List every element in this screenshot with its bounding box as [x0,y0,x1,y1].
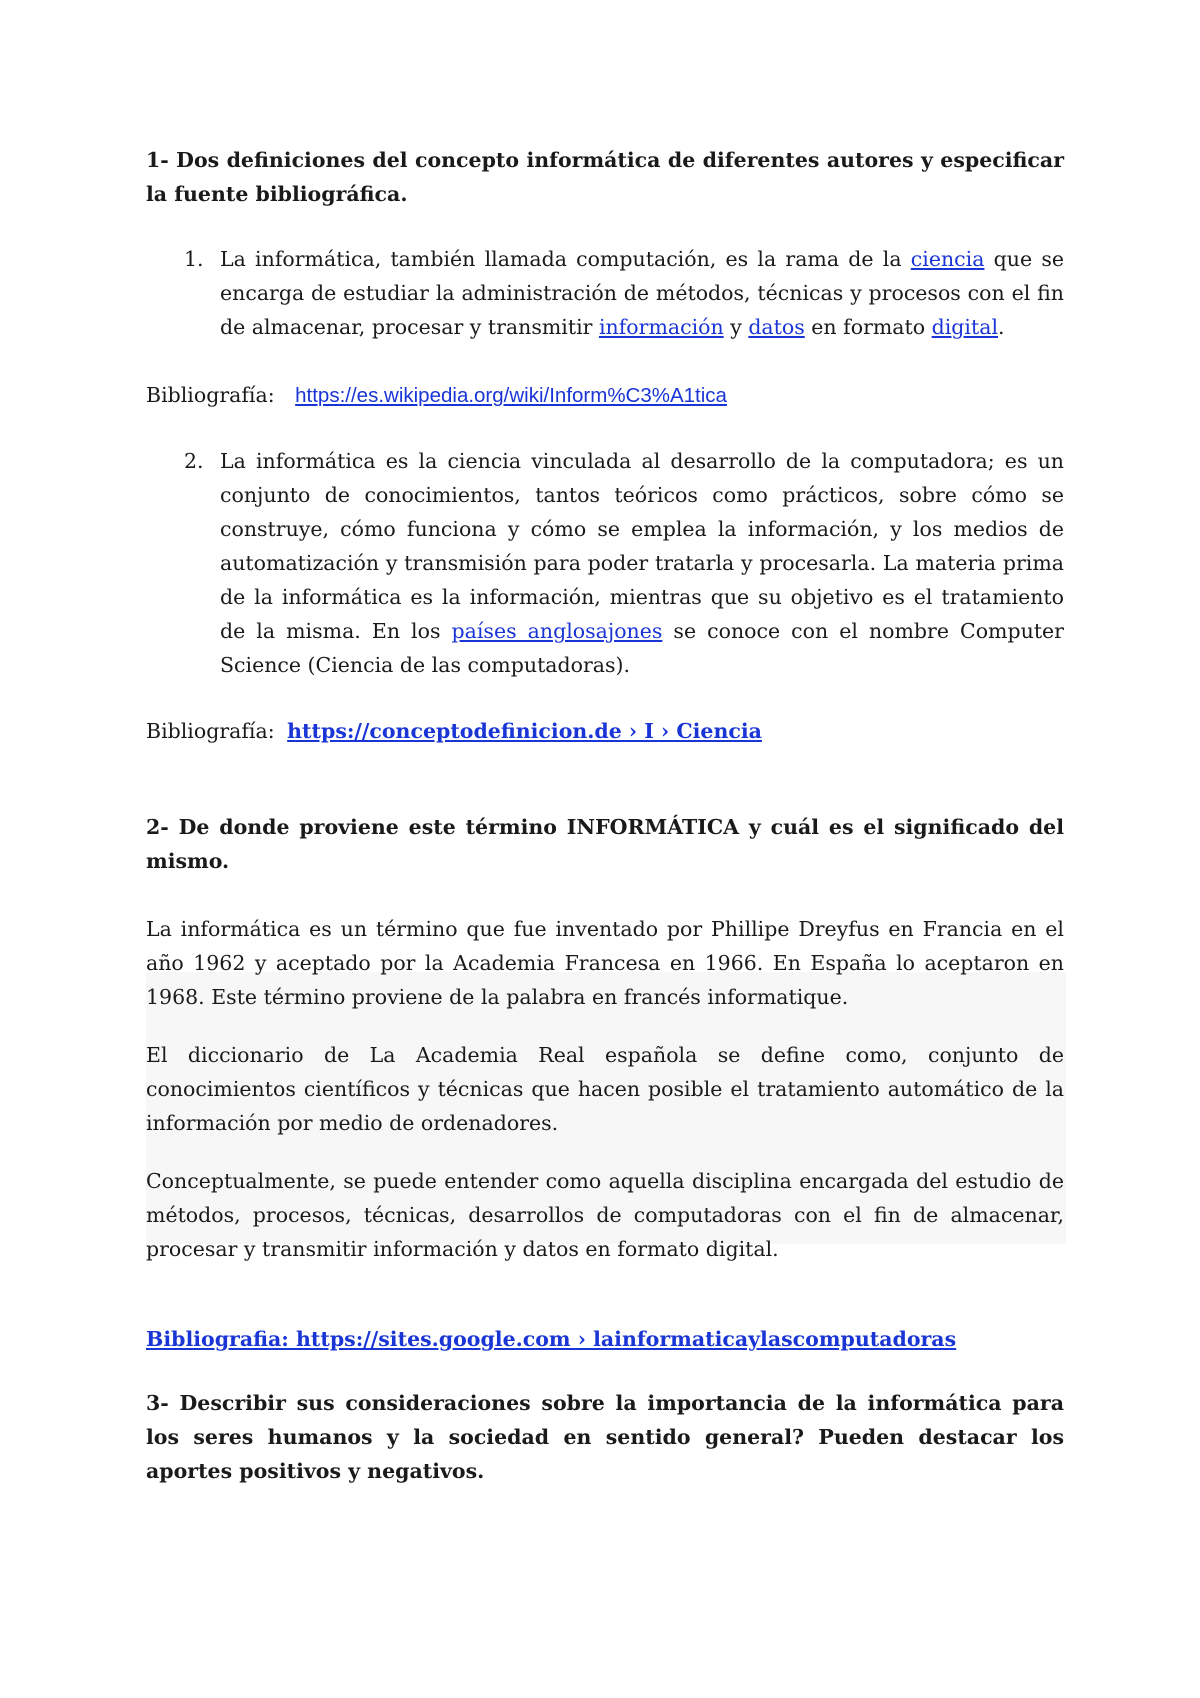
definition-1-text-c: y [723,315,749,339]
definition-1 [220,242,1064,344]
link-ciencia[interactable]: ciencia [910,247,985,271]
link-datos[interactable]: datos [748,315,805,339]
definition-2 [220,444,1064,682]
question-1-heading: 1- Dos definiciones del concepto informática de diferentes autores y especificar la fuente bibliográfica. [146,148,1064,206]
question-3-heading: 3- Describir sus consideraciones sobre la importancia de la informática para los seres humanos y la sociedad en sentido general? Pueden destacar los aportes positivos y negativos. [146,1391,1064,1483]
q2-paragraph-1: La informática es un término que fue inventado por Phillipe Dreyfus en Francia en el año 1962 y aceptado por la Academia Francesa en 1966. En España lo aceptaron en 1968. Este término proviene de la palabra en francés informatique. [146,917,1064,1009]
definition-2-text-b: se conoce con el nombre Computer Science (Ciencia de las computadoras). [220,619,1064,677]
bibliography-1-link[interactable]: https://es.wikipedia.org/wiki/Inform%C3%A1tica [295,384,727,407]
definition-1-text-b: que se encarga de estudiar la administración de métodos, técnicas y procesos con el fin de almacenar, procesar y transmitir [220,247,1064,339]
q2-paragraph-3: Conceptualmente, se puede entender como aquella disciplina encargada del estudio de métodos, procesos, técnicas, desarrollos de computadoras con el fin de almacenar, procesar y transmitir información y datos en formato digital. [146,1169,1064,1261]
definition-1-text-d: en formato [804,315,932,339]
bibliography-2-label: Bibliografía: [146,719,282,743]
link-paises-anglosajones[interactable]: países anglosajones [451,619,663,643]
list-number-2: 2. [184,449,204,473]
link-informacion[interactable]: información [598,315,724,339]
definition-1-text-e: . [998,315,1005,339]
bibliography-2 [146,714,1064,748]
question-2-heading: 2- De donde proviene este término INFORMÁTICA y cuál es el significado del mismo. [146,815,1064,873]
bibliography-3 [146,1322,1064,1356]
bibliography-3-link[interactable]: Bibliografia: https://sites.google.com › lainformaticaylascomputadoras [146,1327,957,1351]
bibliography-2-link[interactable]: https://conceptodefinicion.de › I › Ciencia [287,719,762,743]
definition-1-text-a: La informática, también llamada computación, es la rama de la [220,247,911,271]
bibliography-1-label: Bibliografía: [146,383,282,407]
link-digital[interactable]: digital [931,315,998,339]
bibliography-1 [146,378,1064,413]
q2-paragraph-2: El diccionario de La Academia Real española se define como, conjunto de conocimientos científicos y técnicas que hacen posible el tratamiento automático de la información por medio de ordenadores. [146,1043,1064,1135]
definition-2-text-a: La informática es la ciencia vinculada al desarrollo de la computadora; es un conjunto de conocimientos, tantos teóricos como prácticos, sobre cómo se construye, cómo funciona y cómo se emplea la información, y los medios de automatización y transmisión para poder tratarla y procesarla. La materia prima de la informática es la información, mientras que su objetivo es el tratamiento de la misma. En los [220,449,1064,643]
list-number-1: 1. [184,247,204,271]
